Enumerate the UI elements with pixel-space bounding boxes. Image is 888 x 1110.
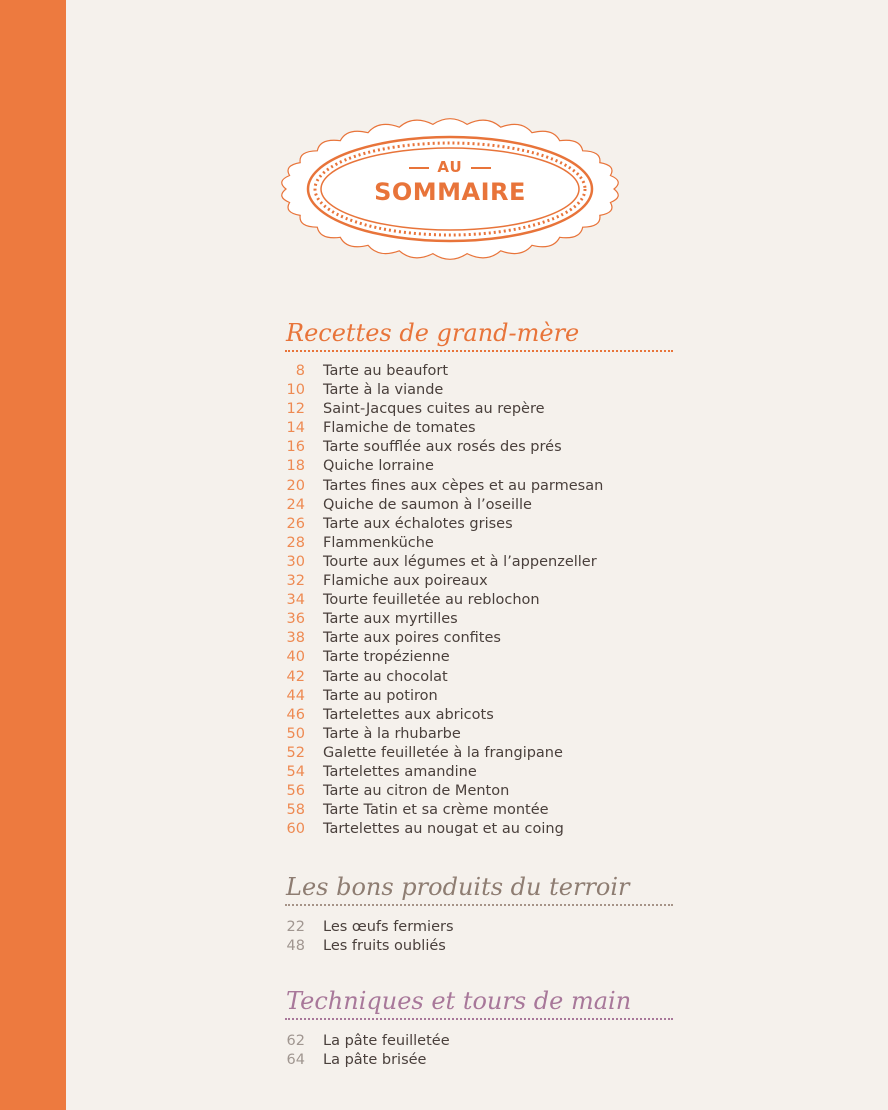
orange-side-band xyxy=(0,0,66,1110)
page-number: 22 xyxy=(286,919,305,935)
toc-entry xyxy=(285,668,673,687)
page-number: 26 xyxy=(286,515,305,532)
toc-entry xyxy=(285,687,673,706)
page-number: 24 xyxy=(286,496,305,513)
toc-entry xyxy=(285,648,673,667)
entry-title: Tourte aux légumes et à l’appenzeller xyxy=(323,553,597,570)
entry-title: Tarte au citron de Menton xyxy=(323,783,510,800)
page-number: 48 xyxy=(286,938,305,955)
toc-entry xyxy=(285,801,673,820)
page-number: 64 xyxy=(286,1052,305,1069)
page-number: 50 xyxy=(286,725,305,742)
entry-title: Tarte tropézienne xyxy=(323,649,450,666)
toc-entry xyxy=(285,820,673,839)
page-number: 60 xyxy=(286,821,305,838)
entry-title: La pâte feuilletée xyxy=(323,1033,450,1049)
toc-list xyxy=(285,918,673,956)
entry-title: Tourte feuilletée au reblochon xyxy=(323,592,540,609)
toc-entry xyxy=(285,610,673,629)
toc-entry xyxy=(285,918,673,937)
page-number: 28 xyxy=(286,534,305,551)
section-terroir xyxy=(285,872,673,956)
toc-entry xyxy=(285,591,673,610)
toc-entry xyxy=(285,515,673,534)
toc-list xyxy=(285,362,673,839)
toc-entry xyxy=(285,1032,673,1051)
page-number: 38 xyxy=(286,630,305,647)
page-number: 40 xyxy=(286,649,305,666)
page-number: 12 xyxy=(286,401,305,418)
toc-entry xyxy=(285,534,673,553)
toc-entry xyxy=(285,937,673,956)
page-number: 16 xyxy=(286,439,305,456)
entry-title: Galette feuilletée à la frangipane xyxy=(323,744,563,761)
entry-title: Tartelettes aux abricots xyxy=(323,706,494,723)
section-techniques xyxy=(285,986,673,1070)
page-number: 44 xyxy=(286,687,305,704)
entry-title: Tarte au potiron xyxy=(323,687,438,704)
page-number: 20 xyxy=(286,477,305,494)
page-number: 42 xyxy=(286,668,305,685)
entry-title: Tarte Tatin et sa crème montée xyxy=(323,802,549,819)
toc-entry xyxy=(285,629,673,648)
page-number: 36 xyxy=(286,611,305,628)
right-dash xyxy=(471,167,491,169)
toc-entry xyxy=(285,553,673,572)
entry-title: Tarte à la rhubarbe xyxy=(323,725,461,742)
page-number: 32 xyxy=(286,573,305,590)
page-number: 58 xyxy=(286,802,305,819)
page-number: 10 xyxy=(286,382,305,399)
toc-entry xyxy=(285,782,673,801)
section-title: Recettes de grand-mère xyxy=(285,318,673,352)
entry-title: Flammenküche xyxy=(323,534,434,551)
toc-entry xyxy=(285,438,673,457)
badge-subtitle xyxy=(280,158,620,176)
toc-entry xyxy=(285,477,673,496)
page-number: 54 xyxy=(286,763,305,780)
badge-small-label: AU xyxy=(437,158,463,176)
title-badge xyxy=(280,112,620,262)
entry-title: Tarte à la viande xyxy=(323,382,444,399)
toc-list xyxy=(285,1032,673,1070)
toc-entry xyxy=(285,496,673,515)
page-number: 30 xyxy=(286,553,305,570)
entry-title: Quiche de saumon à l’oseille xyxy=(323,496,532,513)
toc-entry xyxy=(285,706,673,725)
section-title: Techniques et tours de main xyxy=(285,986,673,1020)
entry-title: Tarte aux poires confites xyxy=(323,630,501,647)
entry-title: Tarte aux échalotes grises xyxy=(323,515,513,532)
page-number: 8 xyxy=(295,363,305,379)
page-number: 46 xyxy=(286,706,305,723)
toc-entry xyxy=(285,725,673,744)
toc-entry xyxy=(285,744,673,763)
toc-entry xyxy=(285,381,673,400)
page-number: 62 xyxy=(286,1033,305,1049)
entry-title: Les fruits oubliés xyxy=(323,938,446,955)
toc-entry xyxy=(285,457,673,476)
entry-title: Tarte aux myrtilles xyxy=(323,611,458,628)
toc-entry xyxy=(285,763,673,782)
section-recettes xyxy=(285,318,673,839)
page-number: 56 xyxy=(286,783,305,800)
entry-title: Tarte au beaufort xyxy=(323,363,449,379)
page-title: SOMMAIRE xyxy=(374,178,526,206)
toc-entry xyxy=(285,400,673,419)
entry-title: La pâte brisée xyxy=(323,1052,427,1069)
entry-title: Tartelettes amandine xyxy=(323,763,477,780)
entry-title: Quiche lorraine xyxy=(323,458,434,475)
page-number: 52 xyxy=(286,744,305,761)
toc-entry xyxy=(285,419,673,438)
toc-entry xyxy=(285,1051,673,1070)
left-dash xyxy=(409,167,429,169)
page-number: 34 xyxy=(286,592,305,609)
entry-title: Les œufs fermiers xyxy=(323,919,454,935)
toc-entry xyxy=(285,362,673,381)
entry-title: Flamiche de tomates xyxy=(323,420,476,437)
entry-title: Flamiche aux poireaux xyxy=(323,573,488,590)
entry-title: Tarte soufflée aux rosés des prés xyxy=(323,439,562,456)
entry-title: Tarte au chocolat xyxy=(323,668,448,685)
entry-title: Tartelettes au nougat et au coing xyxy=(323,821,564,838)
section-title: Les bons produits du terroir xyxy=(285,872,673,906)
entry-title: Tartes fines aux cèpes et au parmesan xyxy=(323,477,604,494)
page-number: 18 xyxy=(286,458,305,475)
page-number: 14 xyxy=(286,420,305,437)
toc-entry xyxy=(285,572,673,591)
entry-title: Saint-Jacques cuites au repère xyxy=(323,401,545,418)
